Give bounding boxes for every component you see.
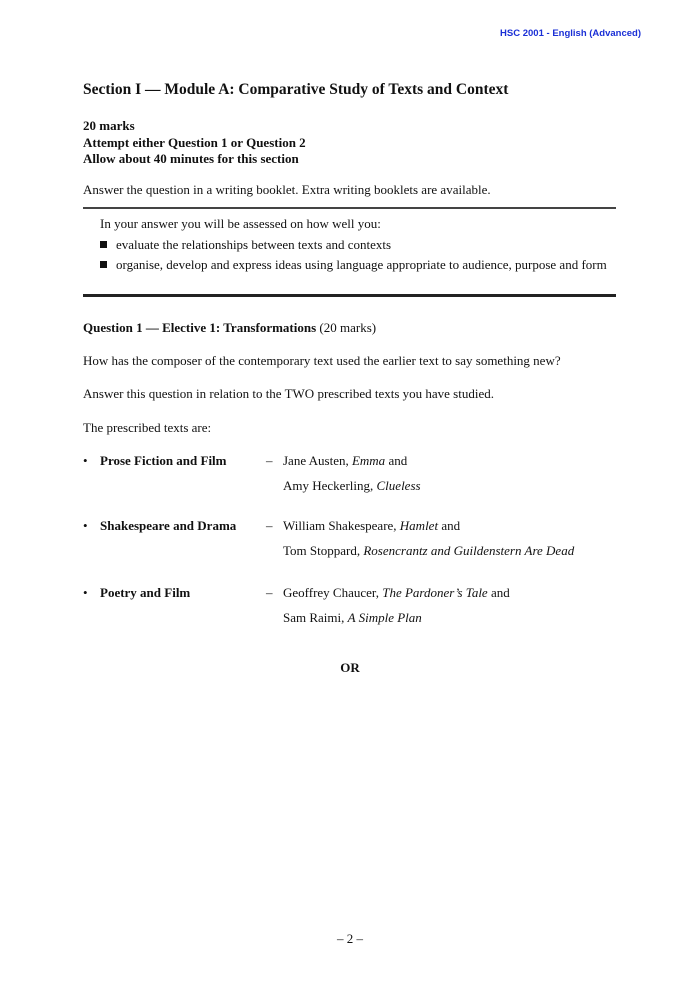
- section-title: Section I — Module A: Comparative Study of Texts and Context: [83, 81, 509, 98]
- bullet-icon: •: [83, 453, 88, 468]
- booklet-note: Answer the question in a writing booklet. Extra writing booklets are available.: [83, 182, 491, 197]
- exam-header-tag: HSC 2001 - English (Advanced): [500, 28, 641, 39]
- square-bullet-icon: [100, 241, 107, 248]
- question-prompt: How has the composer of the contemporary text used the earlier text to say something new?: [83, 353, 561, 368]
- dash-separator: –: [266, 518, 273, 533]
- second-text: Sam Raimi, A Simple Plan: [283, 610, 422, 625]
- first-text: Jane Austen, Emma and: [283, 453, 408, 468]
- prescribed-texts-intro: The prescribed texts are:: [83, 420, 212, 435]
- question-title: Question 1 — Elective 1: Transformations: [83, 320, 317, 335]
- page-number: – 2 –: [337, 931, 363, 946]
- attempt-instruction: Attempt either Question 1 or Question 2: [83, 134, 306, 150]
- question-heading: [83, 320, 376, 336]
- question-instruction: Answer this question in relation to the TWO prescribed texts you have studied.: [83, 386, 494, 401]
- text-category: Prose Fiction and Film: [100, 453, 227, 468]
- assessment-criteria-box: [83, 207, 616, 297]
- square-bullet-icon: [100, 261, 107, 268]
- first-text: Geoffrey Chaucer, The Pardoner’s Tale and: [283, 585, 510, 600]
- criterion-text: organise, develop and express ideas using language appropriate to audience, purpose and form: [116, 257, 607, 272]
- assessment-intro: In your answer you will be assessed on how well you:: [100, 216, 381, 231]
- time-instruction: Allow about 40 minutes for this section: [83, 151, 299, 166]
- section-instructions: [83, 118, 306, 168]
- first-text: William Shakespeare, Hamlet and: [283, 518, 461, 533]
- dash-separator: –: [266, 585, 273, 600]
- second-text: Amy Heckerling, Clueless: [283, 478, 421, 493]
- bullet-icon: •: [83, 585, 88, 600]
- question-marks: (20 marks): [319, 320, 377, 335]
- marks-instruction: 20 marks: [83, 118, 135, 133]
- second-text: Tom Stoppard, Rosencrantz and Guildenstern Are Dead: [283, 543, 575, 558]
- text-category: Shakespeare and Drama: [100, 518, 237, 533]
- criterion-text: evaluate the relationships between texts and contexts: [116, 237, 392, 252]
- text-category: Poetry and Film: [100, 585, 191, 600]
- bullet-icon: •: [83, 518, 88, 533]
- dash-separator: –: [266, 453, 273, 468]
- or-separator: OR: [340, 660, 360, 675]
